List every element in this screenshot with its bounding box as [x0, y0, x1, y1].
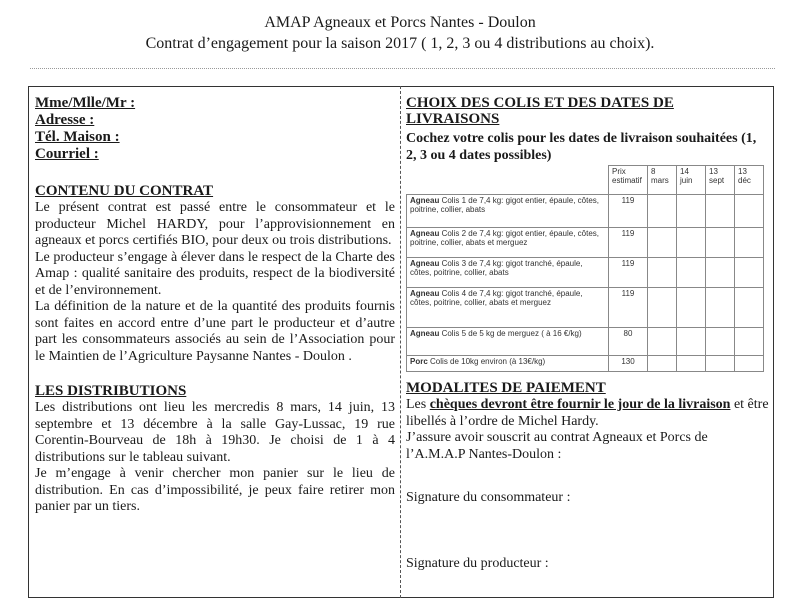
colis-price: 119 — [609, 195, 648, 228]
contrat-title: CONTENU DU CONTRAT — [35, 183, 214, 199]
distributions-title: LES DISTRIBUTIONS — [35, 383, 187, 399]
checkbox-cell[interactable] — [677, 328, 706, 356]
contrat-paragraph-3: La définition de la nature et de la quantité des produits fournis sont faites en accord entre d’une part le producteur et d’autre part les consommateurs associés au sein de l’Association pour le Maintien de l’Agriculture Paysanne Nantes - Doulon . — [35, 299, 395, 364]
checkbox-cell[interactable] — [706, 356, 735, 372]
colis-desc: Colis 5 de 5 kg de merguez ( à 16 €/kg) — [441, 329, 582, 338]
email-label: Courriel : — [35, 146, 99, 162]
checkbox-cell[interactable] — [677, 228, 706, 258]
header-blank — [407, 166, 609, 195]
colis-name: Agneau — [410, 329, 440, 338]
checkbox-cell[interactable] — [648, 195, 677, 228]
colis-price: 80 — [609, 328, 648, 356]
choix-title: CHOIX DES COLIS ET DES DATES DE LIVRAISONS — [406, 95, 674, 127]
checkbox-cell[interactable] — [735, 356, 764, 372]
checkbox-cell[interactable] — [706, 228, 735, 258]
checkbox-cell[interactable] — [706, 195, 735, 228]
colis-table — [406, 165, 764, 372]
colis-desc: Colis 1 de 7,4 kg: gigot entier, épaule, côtes, poitrine, collier, abats — [410, 196, 600, 214]
colis-name: Agneau — [410, 196, 440, 205]
colis-price: 119 — [609, 228, 648, 258]
identity-block — [35, 95, 395, 163]
colis-desc: Colis 3 de 7,4 kg: gigot tranché, épaule, côtes, poitrine, collier, abats — [410, 259, 583, 277]
checkbox-cell[interactable] — [648, 228, 677, 258]
table-row — [407, 228, 764, 258]
checkbox-cell[interactable] — [677, 288, 706, 328]
table-row — [407, 288, 764, 328]
signature-producteur-label: Signature du producteur : — [406, 556, 549, 571]
colis-price: 119 — [609, 288, 648, 328]
choix-subtitle: Cochez votre colis pour les dates de livraison souhaitées (1, 2, 3 ou 4 dates possibles) — [406, 131, 757, 163]
checkbox-cell[interactable] — [648, 258, 677, 288]
header-date-1: 8 mars — [648, 166, 677, 195]
checkbox-cell[interactable] — [706, 328, 735, 356]
table-row — [407, 356, 764, 372]
page-title: AMAP Agneaux et Porcs Nantes - Doulon — [264, 14, 536, 31]
address-label: Adresse : — [35, 112, 95, 128]
signature-consommateur-label: Signature du consommateur : — [406, 490, 571, 505]
distributions-paragraph-1: Les distributions ont lieu les mercredis 8 mars, 14 juin, 13 septembre et 13 décembre à la salle Gay-Lussac, 19 rue Corentin-Bourveau de 18h à 19h30. Je choisi de 1 à 4 distributions sur le tableau suivant. — [35, 400, 395, 465]
right-column — [406, 95, 770, 164]
phone-label: Tél. Maison : — [35, 129, 120, 145]
colis-desc: Colis 4 de 7,4 kg: gigot tranché, épaule, côtes, poitrine, collier, abats et merguez — [410, 289, 583, 307]
checkbox-cell[interactable] — [677, 356, 706, 372]
checkbox-cell[interactable] — [648, 288, 677, 328]
colis-name: Porc — [410, 357, 428, 366]
colis-name: Agneau — [410, 259, 440, 268]
paiement-line1-pre: Les — [406, 397, 430, 412]
checkbox-cell[interactable] — [735, 228, 764, 258]
colis-name: Agneau — [410, 229, 440, 238]
paiement-title: MODALITES DE PAIEMENT — [406, 380, 606, 396]
colis-desc: Colis de 10kg environ (à 13€/kg) — [430, 357, 546, 366]
header-date-3: 13 sept — [706, 166, 735, 195]
checkbox-cell[interactable] — [735, 195, 764, 228]
contrat-paragraph-2: Le producteur s’engage à élever dans le respect de la Charte des Amap : qualité sanitaire des produits, respect de la biodiversité et de l’environnement. — [35, 249, 395, 298]
paiement-body — [406, 397, 770, 463]
table-row — [407, 328, 764, 356]
distributions-paragraph-2: Je m’engage à venir chercher mon panier sur le lieu de distribution. En cas d’impossibilité, je peux faire retirer mon panier par un tiers. — [35, 466, 395, 514]
left-column — [35, 95, 395, 516]
checkbox-cell[interactable] — [735, 288, 764, 328]
name-label: Mme/Mlle/Mr : — [35, 95, 136, 111]
checkbox-cell[interactable] — [706, 288, 735, 328]
checkbox-cell[interactable] — [677, 258, 706, 288]
paiement-line1-post: et être libellés à l’ordre de Michel Hardy. — [406, 397, 769, 429]
checkbox-cell[interactable] — [648, 328, 677, 356]
table-row — [407, 258, 764, 288]
checkbox-cell[interactable] — [706, 258, 735, 288]
header-price: Prix estimatif — [609, 166, 648, 195]
contrat-paragraph-1: Le présent contrat est passé entre le consommateur et le producteur Michel HARDY, pour l’approvisionnement en agneaux et porcs certifiés BIO, pour deux ou trois distributions. — [35, 200, 395, 248]
checkbox-cell[interactable] — [735, 258, 764, 288]
column-divider — [400, 86, 401, 598]
colis-price: 119 — [609, 258, 648, 288]
colis-name: Agneau — [410, 289, 440, 298]
header-divider — [30, 68, 775, 69]
colis-desc: Colis 2 de 7,4 kg: gigot entier, épaule, côtes, poitrine, collier, abats et merguez — [410, 229, 600, 247]
paiement-line1-strong: chèques devront être fournir le jour de la livraison — [429, 397, 731, 412]
table-row — [407, 195, 764, 228]
checkbox-cell[interactable] — [735, 328, 764, 356]
header-date-2: 14 juin — [677, 166, 706, 195]
colis-price: 130 — [609, 356, 648, 372]
colis-table-header — [407, 166, 764, 195]
paiement-line2: J’assure avoir souscrit au contrat Agneaux et Porcs de l’A.M.A.P Nantes-Doulon : — [406, 430, 708, 462]
checkbox-cell[interactable] — [648, 356, 677, 372]
page-subtitle: Contrat d’engagement pour la saison 2017 ( 1, 2, 3 ou 4 distributions au choix). — [145, 35, 655, 52]
checkbox-cell[interactable] — [677, 195, 706, 228]
header-date-4: 13 déc — [735, 166, 764, 195]
